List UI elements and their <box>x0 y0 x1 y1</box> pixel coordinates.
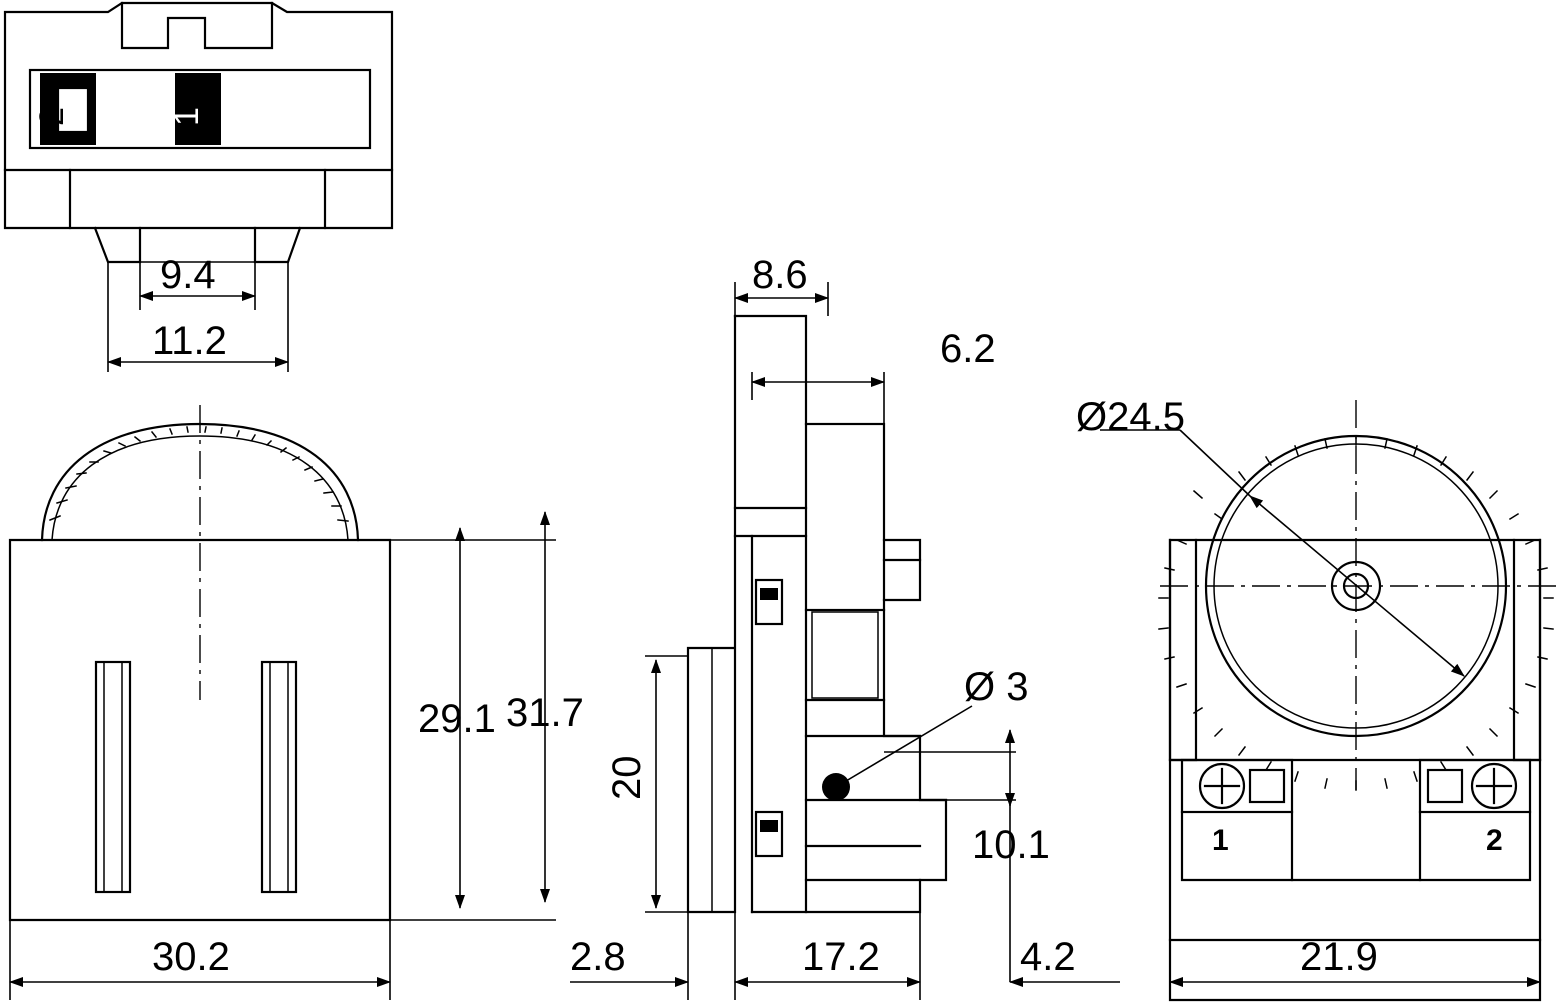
dim-31-7: 31.7 <box>506 691 584 735</box>
dim-30-2: 30.2 <box>152 935 230 979</box>
dim-20: 20 <box>605 755 649 800</box>
dim-8-6: 8.6 <box>752 253 808 297</box>
knob-mark-1: 1 <box>168 107 206 126</box>
terminal-label-1: 1 <box>1212 824 1229 857</box>
view-rear <box>1100 400 1556 1000</box>
dim-11-2: 11.2 <box>152 319 227 363</box>
terminal-label-2: 2 <box>1486 824 1503 857</box>
dim-dia-3: Ø 3 <box>964 665 1029 709</box>
dimgroup-rear-view <box>1170 940 1540 1000</box>
dim-6-2: 6.2 <box>940 327 996 371</box>
view-side <box>688 316 972 912</box>
dim-9-4: 9.4 <box>160 253 216 297</box>
dim-29-1: 29.1 <box>418 697 496 741</box>
dim-17-2: 17.2 <box>802 935 880 979</box>
dim-10-1: 10.1 <box>972 823 1050 867</box>
dim-2-8: 2.8 <box>570 935 626 979</box>
dim-21-9: 21.9 <box>1300 935 1378 979</box>
dimgroup-side-view <box>570 282 1120 1000</box>
dim-4-2: 4.2 <box>1020 935 1076 979</box>
dim-dia-24-5: Ø24.5 <box>1076 395 1185 439</box>
dimgroup-front-view <box>10 512 556 1000</box>
knob-mark-2: 2 <box>33 107 71 126</box>
view-front <box>10 405 390 920</box>
